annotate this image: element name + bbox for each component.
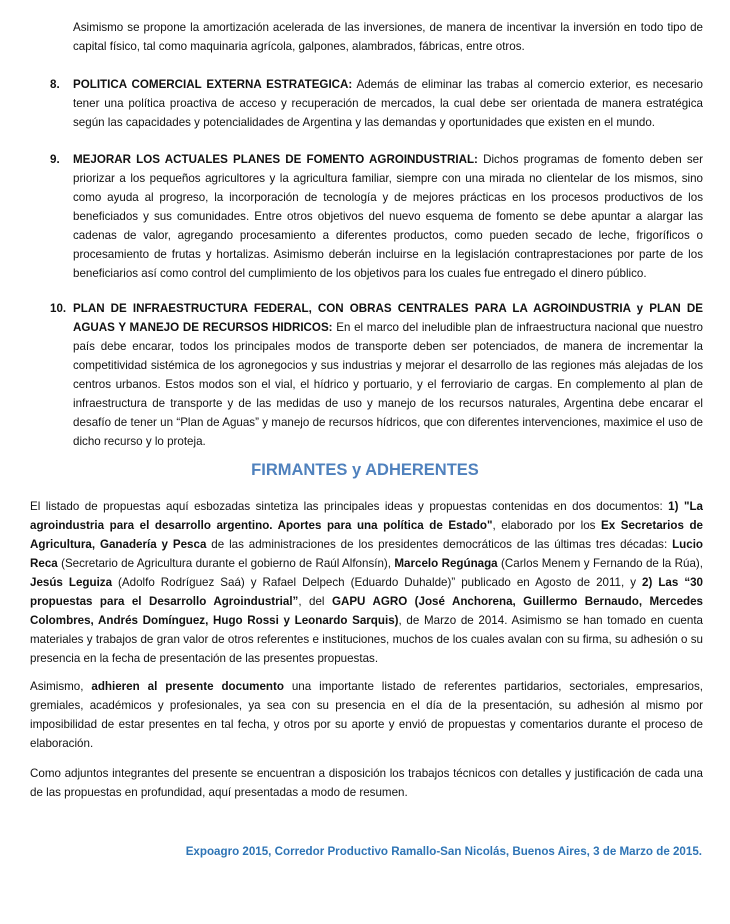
item-10-title: PLAN DE INFRAESTRUCTURA FEDERAL, CON OBRAS CENTRALES PARA LA AGROINDUSTRIA y PLAN DE AGUAS Y MANEJO DE RECURSOS HIDRICOS: [73, 302, 703, 334]
adherentes-paragraph [30, 677, 703, 753]
item-9-number: 9. [50, 153, 60, 166]
firmantes-text: (Carlos Menem y Fernando de la Rúa), [497, 557, 703, 570]
firmantes-text: , de Marzo de 2014. Asimismo se han tomado en cuenta materiales y trabajos de gran valor de otros referentes e instituciones, muchos de los cuales avalan con su firma, su adhesión o su presencia en la fecha de presentación de las presentes propuestas. [30, 614, 703, 665]
firmantes-doc-2: 2) Las “30 propuestas para el Desarrollo Agroindustrial” [30, 576, 704, 608]
adherentes-text: una importante listado de referentes partidarios, sectoriales, empresarios, gremiales, académicos y profesionales, ya sea con su presencia en el día de la presentación, su adhesión al mismo por imposibilidad de estar presentes en tal fecha, y otros por su aporte y envió de propuestas y comentarios durante el proceso de elaboración. [30, 680, 703, 750]
firmantes-text: , elaborado por los [492, 519, 602, 532]
firmantes-text: (Adolfo Rodríguez Saá) y Rafael Delpech (Eduardo Duhalde)” publicado en Agosto de 2011, y [112, 576, 643, 589]
item-8-text: Además de eliminar las trabas al comercio exterior, es necesario tener una política proactiva de acceso y recuperación de mercados, la cual debe ser orientada de manera estratégica según las capacidades y potencialidades de Argentina y las demandas y oportunidades que existen en el mundo. [73, 78, 703, 129]
firmantes-ex-secretarios: Ex Secretarios de Agricultura, Ganadería y Pesca [30, 519, 703, 551]
firmantes-text: (Secretario de Agricultura durante el gobierno de Raúl Alfonsín), [57, 557, 395, 570]
adjuntos-paragraph: Como adjuntos integrantes del presente se encuentran a disposición los trabajos técnicos con detalles y justificación de cada una de las propuestas en profundidad, aquí presentadas a modo de resumen. [30, 767, 703, 799]
item-8-number: 8. [50, 78, 60, 91]
firmantes-text: , del [298, 595, 332, 608]
item-9-title: MEJORAR LOS ACTUALES PLANES DE FOMENTO AGROINDUSTRIAL: [73, 153, 478, 166]
intro-paragraph: Asimismo se propone la amortización acelerada de las inversiones, de manera de incentivar la inversión en todo tipo de capital físico, tal como maquinaria agrícola, galpones, alambrados, fábricas, entre otros. [73, 21, 703, 53]
firmante-name: Jesús Leguiza [30, 576, 113, 589]
firmante-name: Marcelo Regúnaga [394, 557, 498, 570]
section-heading: FIRMANTES y ADHERENTES [251, 461, 479, 479]
gapu-agro-members: GAPU AGRO (José Anchorena, Guillermo Bernaudo, Mercedes Colombres, Andrés Domínguez, Hugo Rossi y Leonardo Sarquis) [30, 595, 703, 627]
item-10-number: 10. [50, 302, 67, 315]
adherentes-text: Asimismo, [30, 680, 92, 693]
item-9-text: Dichos programas de fomento deben ser priorizar a los pequeños agricultores y la agricultura familiar, siempre con una mirada no clientelar de los mismos, sino como ayuda al progreso, la incorporación de tecnología y de mejores prácticas en los procesos productivos de los beneficiados y sus comunidades. Entre otros objetivos del nuevo esquema de fomento se debe apuntar a alargar las cadenas de valor, agregando procesamiento a diferentes productos, como pueden secado de leche, frigoríficos o procesamiento de frutas y hortalizas. Asimismo deberán incluirse en la legislación contraprestaciones por parte de los beneficiarios así como control del cumplimiento de los objetivos para los cuales fue entregado el dinero público. [73, 153, 703, 280]
firmantes-paragraph [30, 497, 703, 668]
footer-location-date: Expoagro 2015, Corredor Productivo Ramallo-San Nicolás, Buenos Aires, 3 de Marzo de 2015. [185, 845, 702, 858]
firmantes-text: de las administraciones de los presidentes democráticos de las últimas tres décadas: [206, 538, 673, 551]
item-9-paragraph [73, 150, 703, 283]
firmantes-doc-1: 1) "La agroindustria para el desarrollo argentino. Aportes para una política de Estado" [30, 500, 703, 532]
item-10-paragraph [73, 299, 703, 451]
item-8-title: POLITICA COMERCIAL EXTERNA ESTRATEGICA: [73, 78, 353, 91]
firmantes-text: El listado de propuestas aquí esbozadas sintetiza las principales ideas y propuestas contenidas en dos documentos: [30, 500, 669, 513]
item-8-paragraph [73, 75, 703, 132]
firmante-name: Lucio Reca [30, 538, 703, 570]
item-10-text: En el marco del ineludible plan de infraestructura nacional que nuestro país debe encarar, todos los principales modos de transporte deben ser potenciados, de manera de incrementar la competitividad sistémica de los agronegocios y sus industrias y mejorar el desarrollo de las regiones más alejadas de los centros urbanos. Estos modos son el vial, el hídrico y portuario, y el ferroviario de cargas. En complemento al plan de infraestructura de transporte y de las medidas de uso y manejo de los recursos naturales, Argentina debe encarar el desafío de tener un “Plan de Aguas” y manejo de recursos hídricos, que con diferentes intervenciones, maximice el uso de dicho recurso y lo proteja. [73, 321, 704, 448]
adherentes-highlight: adhieren al presente documento [91, 680, 284, 693]
